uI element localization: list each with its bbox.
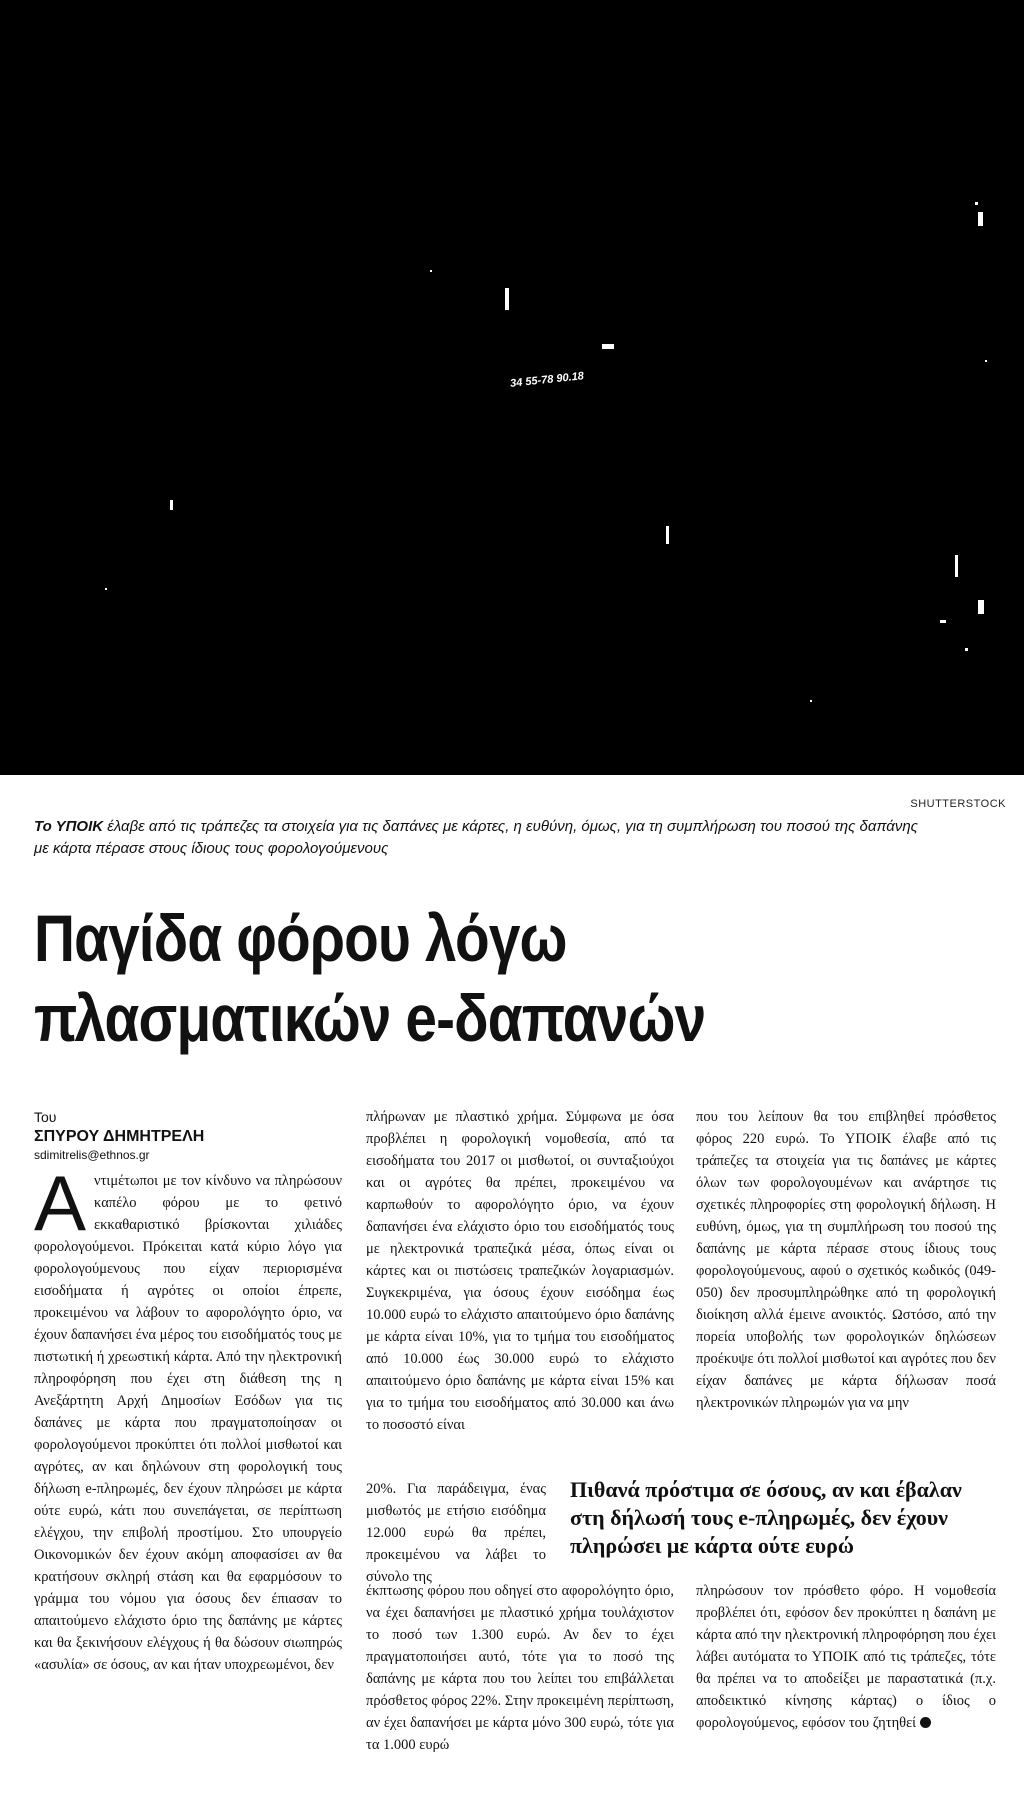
article-column-2-wrap: 20%. Για παράδειγμα, ένας μισθωτός με ετήσιο εισόδημα 12.000 ευρώ θα πρέπει, προκειμένου να λάβει το σύνολο της xyxy=(366,1481,546,1585)
byline-prefix: Του xyxy=(34,1109,57,1125)
headline xyxy=(34,898,860,1058)
article-photo xyxy=(0,0,1024,775)
end-mark-icon xyxy=(920,1717,931,1728)
photo-credit: SHUTTERSTOCK xyxy=(910,798,1006,810)
column-1-text: ντιμέτωποι με τον κίνδυνο να πληρώσουν καπέλο φόρου με το φετινό εκκαθαριστικό βρίσκονται χιλιάδες φορολογούμενοι. Πρόκειται κατά κύριο λόγο για φορολογούμενους που είχαν περιορισμένα εισοδήματα ή αγρότες οι οποίοι έπρεπε, προκειμένου να λάβουν το αφορολόγητο όριο, να έχουν δαπανήσει ένα μέρος του εισοδήματός τους με πιστωτική ή χρεωστική κάρτα. Από την ηλεκτρονική πληροφόρηση που έχει στη διάθεση της η Ανεξάρτητη Αρχή Δημοσίων Εσόδων για τις δαπάνες με κάρτα που πραγματοποίησαν οι φορολογούμενοι προκύπτει ότι πολλοί μισθωτοί και αγρότες, αν και δηλώνουν στη φορολογική τους δήλωση e-πληρωμές, δεν έχουν πληρώσει με κάρτα ούτε ευρώ, κάτι που συνεπάγεται, σε περίπτωση ελέγχου, την επιβολή προστίμου. Στο υπουργείο Οικονομικών δεν έχουν ακόμη αποφασίσει αν θα κρατήσουν σκληρή στάση και θα εφαρμόσουν το γράμμα του νόμου για όσους δεν έπιασαν το απαιτούμενο ελάχιστο όριο της δαπάνης με κάρτες και θα ξεκινήσουν ελέγχους ή θα δώσουν σιωπηρώς «ασυλία» σε όσους, αν και ήταν υποχρεωμένοι, δεν xyxy=(34,1173,342,1673)
article-column-3: που του λείπουν θα του επιβληθεί πρόσθετος φόρος 220 ευρώ. Το ΥΠΟΙΚ έλαβε από τις τράπεζες τα στοιχεία για τις δαπάνες με κάρτες όλων των φορολογουμένων και ανάρτησε τις σχετικές πληροφορίες στη φορολογική δήλωση. Η ευθύνη, όμως, για τη συμπλήρωση του ποσού της δαπάνης με κάρτα πέρασε στους ίδιους τους φορολογούμενους, αφού ο σχετικός κωδικός (049-050) δεν προσυμπληρώθηκε από τη φορολογική διοίκηση αλλά έμεινε ανοικτός. Ωστόσο, από την πορεία υποβολής των φορολογικών δηλώσεων προέκυψε ότι πολλοί μισθωτοί και αγρότες που δεν είχαν δαπάνες με κάρτα δήλωσαν ποσά ηλεκτρονικών πληρωμών για να μην xyxy=(696,1109,996,1411)
article-column-2: πλήρωναν με πλαστικό χρήμα. Σύμφωνα με όσα προβλέπει η φορολογική νομοθεσία, από τα εισοδήματα του 2017 οι μισθωτοί, οι συνταξιούχοι και οι αγρότες θα πρέπει, προκειμένου να καρπωθούν το αφορολόγητο όριο, να έχουν δαπανήσει ένα ελάχιστο όριο του εισοδήματός τους με ηλεκτρονικά τραπεζικά μέσα, όπως είναι οι κάρτες και οι πιστώσεις τραπεζικών λογαριασμών. Συγκεκριμένα, για όσους έχουν εισόδημα έως 10.000 ευρώ το ελάχιστο απαιτούμενο όριο δαπάνης με κάρτα είναι 10%, για το τμήμα του εισοδήματος από 10.000 έως 30.000 ευρώ το ελάχιστο απαιτούμενο όριο δαπάνης με κάρτα είναι 15% και για το τμήμα του εισοδήματος από 30.000 και άνω το ποσοστό είναι xyxy=(366,1109,674,1433)
byline xyxy=(34,1108,334,1165)
author-email: sdimitrelis@ethnos.gr xyxy=(34,1148,150,1162)
photo-caption xyxy=(34,816,934,860)
caption-text: έλαβε από τις τράπεζες τα στοιχεία για τις δαπάνες με κάρτες, η ευθύνη, όμως, για τη συμπλήρωση του ποσού της δαπάνης με κάρτα πέρασε στους ίδιους τους φορολογούμενους xyxy=(34,818,918,857)
caption-lead: Το ΥΠΟΙΚ xyxy=(34,818,104,835)
headline-line-1: Παγίδα φόρου λόγω xyxy=(34,901,567,975)
column-3-bottom-text: πληρώσουν τον πρόσθετο φόρο. Η νομοθεσία προβλέπει ότι, εφόσον δεν προκύπτει η δαπάνη με κάρτα από την ηλεκτρονική πληροφόρηση που έχει λάβει αυτόματα το ΥΠΟΙΚ από τις τράπεζες, τότε θα πρέπει να το αποδείξει με παραστατικά (π.χ. αποδεικτικό κίνησης κάρτας) ο ίδιος ο φορολογούμενος, εφόσον του ζητηθεί xyxy=(696,1583,996,1731)
photo-overlay-text: 34 55-78 90.18 xyxy=(509,370,585,390)
article-column-3-bottom xyxy=(696,1580,996,1734)
pull-quote: Πιθανά πρόστιμα σε όσους, αν και έβαλαν στη δήλωσή τους e-πληρωμές, δεν έχουν πληρώσει με κάρτα ούτε ευρώ xyxy=(570,1477,962,1558)
author-name: ΣΠΥΡΟΥ ΔΗΜΗΤΡΕΛΗ xyxy=(34,1128,205,1145)
article-column-2-bottom: έκπτωσης φόρου που οδηγεί στο αφορολόγητο όριο, να έχει δαπανήσει με πλαστικό χρήμα τουλάχιστον το ποσό των 1.300 ευρώ. Αν δεν το έχει πραγματοποιήσει αυτό, τότε για το ποσό της δαπάνης με κάρτα που του λείπει του επιβάλλεται πρόσθετος φόρος 22%. Στην προκειμένη περίπτωση, αν έχει δαπανήσει με κάρτα μόνο 300 ευρώ, τότε για τα 1.000 ευρώ xyxy=(366,1583,674,1753)
drop-cap: Α xyxy=(34,1159,87,1247)
headline-line-2: πλασματικών e-δαπανών xyxy=(34,981,706,1055)
article-column-1 xyxy=(34,1159,342,1676)
